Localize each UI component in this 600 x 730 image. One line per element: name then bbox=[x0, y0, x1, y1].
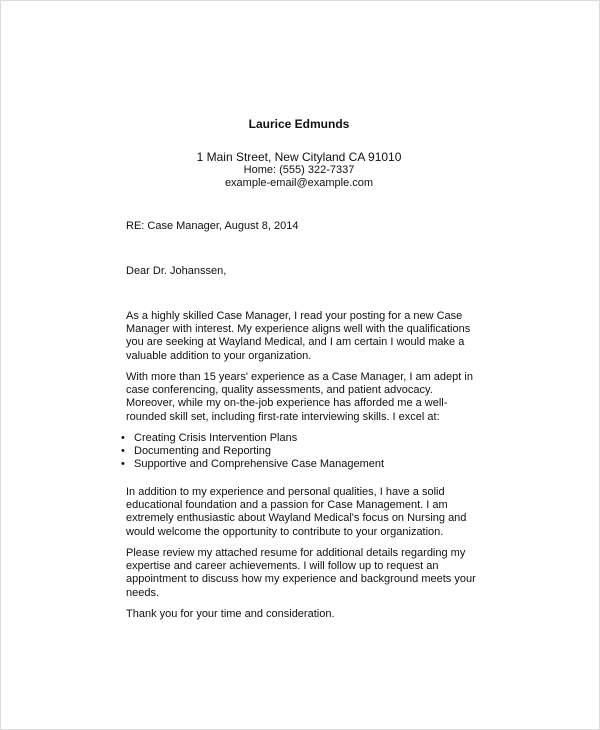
bullet-icon: • bbox=[121, 458, 125, 471]
paragraph-experience: With more than 15 years' experience as a Case Manager, I am adept in case conferencing, quality assessments, and patient advocacy. Moreover, while my on-the-job experience has afforded me a well-rounded skill set, including first-rate interviewing skills. I excel at: bbox=[126, 371, 473, 423]
skills-list bbox=[121, 432, 481, 472]
closing-line: Thank you for your time and consideration. bbox=[126, 608, 335, 620]
list-item bbox=[121, 458, 481, 471]
re-line: RE: Case Manager, August 8, 2014 bbox=[126, 220, 299, 232]
greeting: Dear Dr. Johanssen, bbox=[126, 265, 227, 277]
bullet-icon: • bbox=[121, 432, 125, 444]
skill-text: Documenting and Reporting bbox=[134, 445, 271, 458]
sender-name: Laurice Edmunds bbox=[248, 117, 350, 131]
list-item bbox=[121, 445, 481, 458]
bullet-icon: • bbox=[121, 445, 125, 458]
skill-text: Creating Crisis Intervention Plans bbox=[134, 432, 298, 444]
sender-address: 1 Main Street, New Cityland CA 91010 bbox=[196, 150, 402, 164]
skill-text: Supportive and Comprehensive Case Management bbox=[134, 458, 385, 471]
list-item bbox=[121, 432, 481, 445]
sender-email: example-email@example.com bbox=[224, 177, 374, 189]
sender-phone: Home: (555) 322-7337 bbox=[243, 164, 355, 176]
paragraph-follow-up: Please review my attached resume for additional details regarding my expertise and career achievements. I will follow up to request an appointment to discuss how my experience and background meets your needs. bbox=[126, 547, 476, 599]
paragraph-foundation: In addition to my experience and personal qualities, I have a solid educational foundation and a passion for Case Management. I am extremely enthusiastic about Wayland Medical's focus on Nursing and would welcome the opportunity to contribute to your organization. bbox=[126, 486, 467, 538]
paragraph-intro: As a highly skilled Case Manager, I read your posting for a new Case Manager with interest. My experience aligns well with the qualifications you are seeking at Wayland Medical, and I am certain I would make a valuable addition to your organization. bbox=[126, 310, 471, 362]
